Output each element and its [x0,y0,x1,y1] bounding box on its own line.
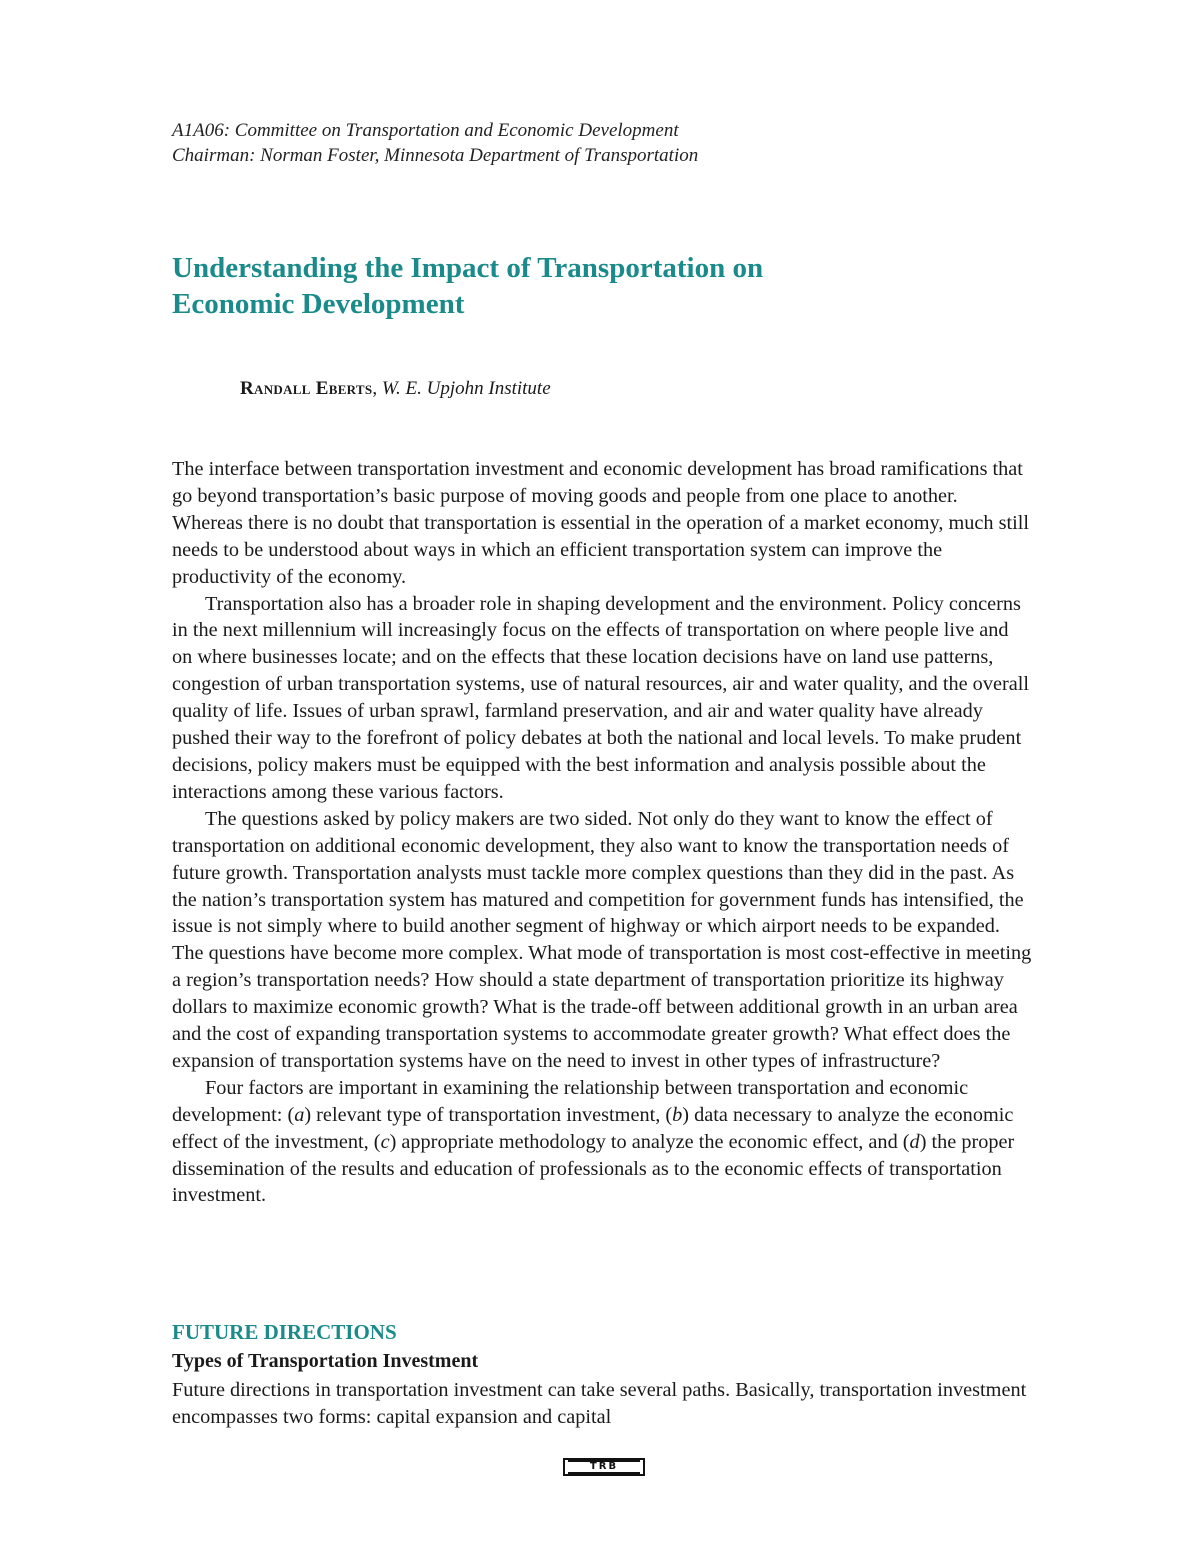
paragraph-2: Transportation also has a broader role in shaping development and the environment. Policy concerns in the next millennium will increasingly focus on the effects of transportation on where people live and on where businesses locate; and on the effects that these location decisions have on land use patterns, congestion of urban transportation systems, use of natural resources, air and water quality, and the overall quality of life. Issues of urban sprawl, farmland preservation, and air and water quality have already pushed their way to the forefront of policy debates at both the national and local levels. To make prudent decisions, policy makers must be equipped with the best information and analysis possible about the interactions among these various factors. [172,592,1029,803]
factor-b-label: b [672,1103,683,1126]
factor-c-label: c [380,1130,390,1153]
title-line-2: Economic Development [172,288,465,320]
paper-title [172,250,1052,322]
committee-header [172,118,1052,168]
author-affiliation: W. E. Upjohn Institute [381,378,551,399]
committee-line: A1A06: Committee on Transportation and Economic Development [172,120,679,141]
title-line-1: Understanding the Impact of Transportation on [172,252,764,284]
trb-logo-text: TRB [568,1460,640,1474]
section-heading: FUTURE DIRECTIONS [172,1320,397,1344]
factor-d-label: d [909,1130,920,1153]
section-body [172,1377,1032,1431]
trb-logo-icon [563,1458,645,1476]
body-text [172,456,1032,1209]
factor-a-label: a [294,1103,305,1126]
section-paragraph: Future directions in transportation investment can take several paths. Basically, transportation investment encompasses two forms: capital expansion and capital [172,1379,1027,1428]
author-byline: Randall Eberts, W. E. Upjohn Institute [240,378,551,399]
paragraph-3: The questions asked by policy makers are two sided. Not only do they want to know the effect of transportation on additional economic development, they also want to know the transportation needs of future growth. Transportation analysts must tackle more complex questions than they did in the past. As the nation’s transportation system has matured and competition for government funds has intensified, the issue is not simply where to build another segment of highway or which airport needs to be expanded. The questions have become more complex. What mode of transportation is most cost-effective in meeting a region’s transportation needs? How should a state department of transportation prioritize its highway dollars to maximize economic growth? What is the trade-off between additional growth in an urban area and the cost of expanding transportation systems to accommodate greater growth? What effect does the expansion of transportation systems have on the need to invest in other types of infrastructure? [172,807,1032,1072]
paragraph-4: Four factors are important in examining the relationship between transportation and economic development: (a) relevant type of transportation investment, (b) data necessary to analyze the economic effect of the investment, (c) appropriate methodology to analyze the economic effect, and (d) the proper dissemination of the results and education of professionals as to the economic effects of transportation investment. [172,1076,1015,1207]
chairman-line: Chairman: Norman Foster, Minnesota Department of Transportation [172,145,699,166]
author-name: Randall Eberts [240,378,373,399]
subsection-heading: Types of Transportation Investment [172,1350,479,1372]
paragraph-1: The interface between transportation investment and economic development has broad ramifications that go beyond transportation’s basic purpose of moving goods and people from one place to another. Whereas there is no doubt that transportation is essential in the operation of a market economy, much still needs to be understood about ways in which an efficient transportation system can improve the productivity of the economy. [172,458,1030,588]
